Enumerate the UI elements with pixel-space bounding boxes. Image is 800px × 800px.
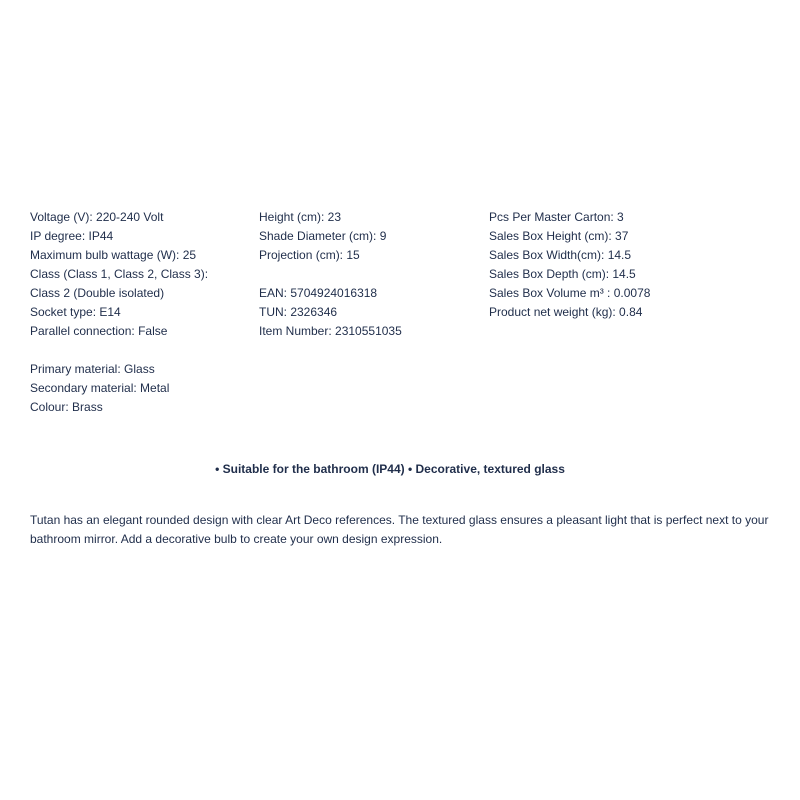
spec-secondary-material: Secondary material: Metal	[30, 381, 170, 395]
spec-tun: TUN: 2326346	[259, 305, 338, 319]
spec-shade-diameter: Shade Diameter (cm): 9	[259, 229, 387, 243]
spec-primary-material: Primary material: Glass	[30, 362, 155, 376]
spec-height: Height (cm): 23	[259, 210, 342, 224]
spec-parallel-connection: Parallel connection: False	[30, 324, 168, 338]
spec-voltage: Voltage (V): 220-240 Volt	[30, 210, 164, 224]
spec-net-weight: Product net weight (kg): 0.84	[489, 305, 643, 319]
specs-column-packaging	[489, 208, 650, 322]
spec-item-number: Item Number: 2310551035	[259, 324, 402, 338]
specs-column-dimensions	[259, 208, 402, 341]
spec-ip-degree: IP degree: IP44	[30, 229, 114, 243]
spacer	[259, 265, 402, 284]
spec-pcs-per-carton: Pcs Per Master Carton: 3	[489, 210, 624, 224]
spec-projection: Projection (cm): 15	[259, 248, 360, 262]
spec-box-depth: Sales Box Depth (cm): 14.5	[489, 267, 636, 281]
feature-highlights: • Suitable for the bathroom (IP44) • Decorative, textured glass	[215, 462, 565, 476]
spacer	[30, 341, 208, 360]
spec-socket-type: Socket type: E14	[30, 305, 121, 319]
spec-class-label: Class (Class 1, Class 2, Class 3):	[30, 267, 209, 281]
spec-max-wattage: Maximum bulb wattage (W): 25	[30, 248, 197, 262]
spec-colour: Colour: Brass	[30, 400, 103, 414]
product-description: Tutan has an elegant rounded design with clear Art Deco references. The textured glass ensures a pleasant light that is perfect next to your bathroom mirror. Add a decorative bulb to create your own design expression.	[30, 513, 769, 546]
spec-ean: EAN: 5704924016318	[259, 286, 378, 300]
spec-box-height: Sales Box Height (cm): 37	[489, 229, 629, 243]
spec-box-volume: Sales Box Volume m³ : 0.0078	[489, 286, 651, 300]
spec-box-width: Sales Box Width(cm): 14.5	[489, 248, 632, 262]
spec-class-value: Class 2 (Double isolated)	[30, 286, 165, 300]
specs-column-electrical	[30, 208, 208, 417]
